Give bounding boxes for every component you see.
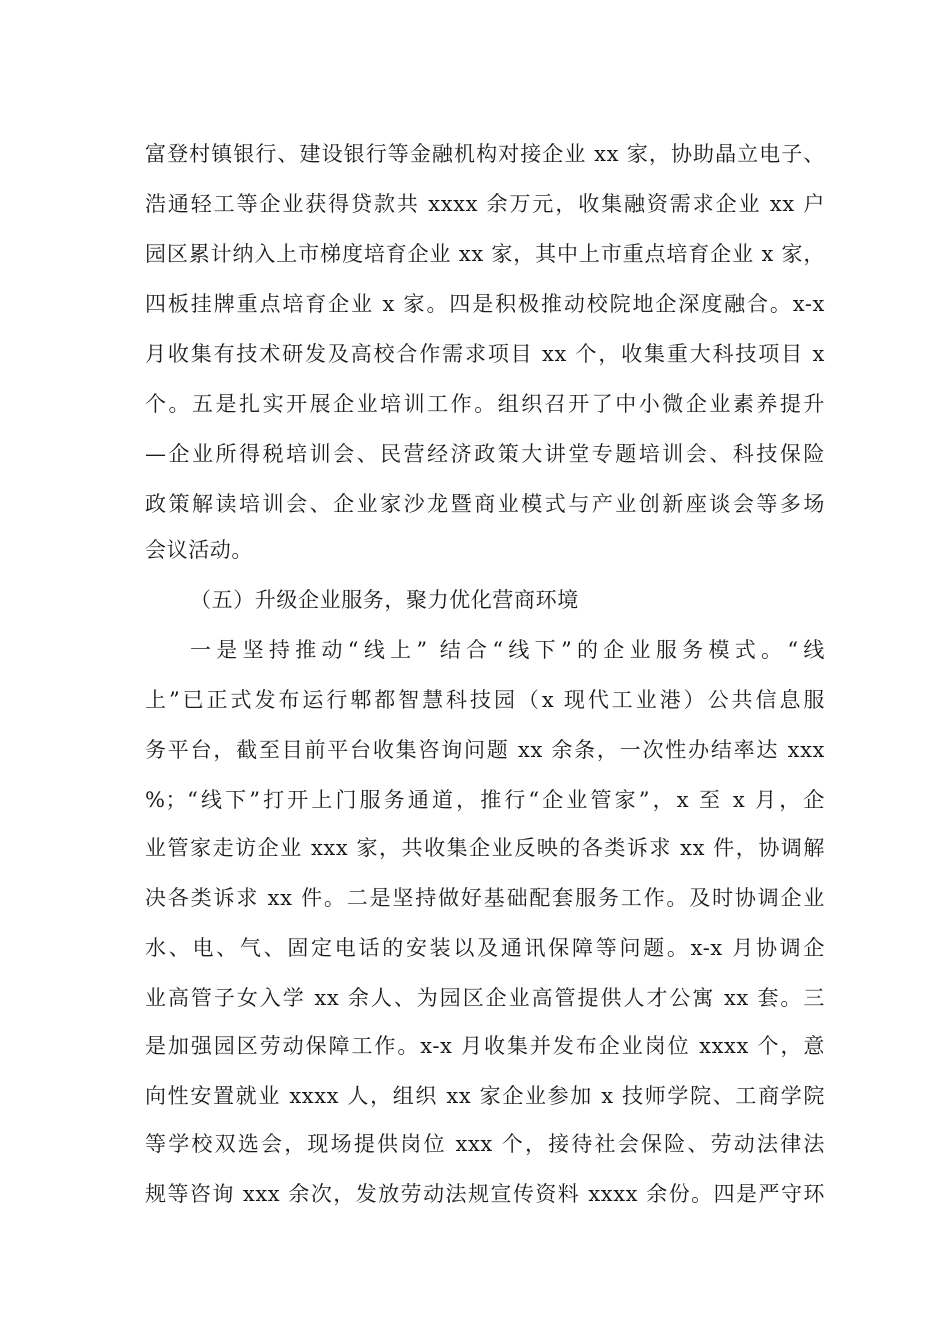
body-text-line: 政策解读培训会、企业家沙龙暨商业模式与产业创新座谈会等多场 bbox=[145, 492, 825, 516]
body-text-line: 园区累计纳入上市梯度培育企业 xx 家，其中上市重点培育企业 x 家， bbox=[145, 242, 825, 266]
body-text-line: 上”已正式发布运行郫都智慧科技园（x 现代工业港）公共信息服 bbox=[145, 688, 825, 712]
body-text-line: 月收集有技术研发及高校合作需求项目 xx 个，收集重大科技项目 x bbox=[145, 342, 825, 366]
body-text-line: 浩通轻工等企业获得贷款共 xxxx 余万元，收集融资需求企业 xx 户 bbox=[145, 192, 825, 216]
body-text-line: 向性安置就业 xxxx 人，组织 xx 家企业参加 x 技师学院、工商学院 bbox=[145, 1084, 825, 1108]
body-text-line: 会议活动。 bbox=[145, 538, 253, 562]
body-text-line: 是加强园区劳动保障工作。x-x 月收集并发布企业岗位 xxxx 个，意 bbox=[145, 1034, 825, 1058]
body-text-line: 务平台，截至目前平台收集咨询问题 xx 余条，一次性办结率达 xxx bbox=[145, 738, 825, 762]
body-text-line: 个。五是扎实开展企业培训工作。组织召开了中小微企业素养提升 bbox=[145, 392, 825, 416]
body-text-line: —企业所得税培训会、民营经济政策大讲堂专题培训会、科技保险 bbox=[145, 442, 825, 466]
body-text-line: %；“线下”打开上门服务通道，推行“企业管家”，x 至 x 月，企 bbox=[145, 788, 825, 812]
body-text-line: 业高管子女入学 xx 余人、为园区企业高管提供人才公寓 xx 套。三 bbox=[145, 986, 825, 1010]
body-text-line: 富登村镇银行、建设银行等金融机构对接企业 xx 家，协助晶立电子、 bbox=[145, 142, 825, 166]
body-text-line: 规等咨询 xxx 余次，发放劳动法规宣传资料 xxxx 余份。四是严守环 bbox=[145, 1182, 825, 1206]
body-text-line: 等学校双选会，现场提供岗位 xxx 个，接待社会保险、劳动法律法 bbox=[145, 1132, 825, 1156]
body-text-line: 一是坚持推动“线上” 结合“线下”的企业服务模式。“线 bbox=[190, 638, 825, 662]
section-heading: （五）升级企业服务，聚力优化营商环境 bbox=[190, 588, 579, 612]
body-text-line: 水、电、气、固定电话的安装以及通讯保障等问题。x-x 月协调企 bbox=[145, 936, 825, 960]
body-text-line: 四板挂牌重点培育企业 x 家。四是积极推动校院地企深度融合。x-x bbox=[145, 292, 825, 316]
body-text-line: 决各类诉求 xx 件。二是坚持做好基础配套服务工作。及时协调企业 bbox=[145, 886, 825, 910]
body-text-line: 业管家走访企业 xxx 家，共收集企业反映的各类诉求 xx 件，协调解 bbox=[145, 836, 825, 860]
